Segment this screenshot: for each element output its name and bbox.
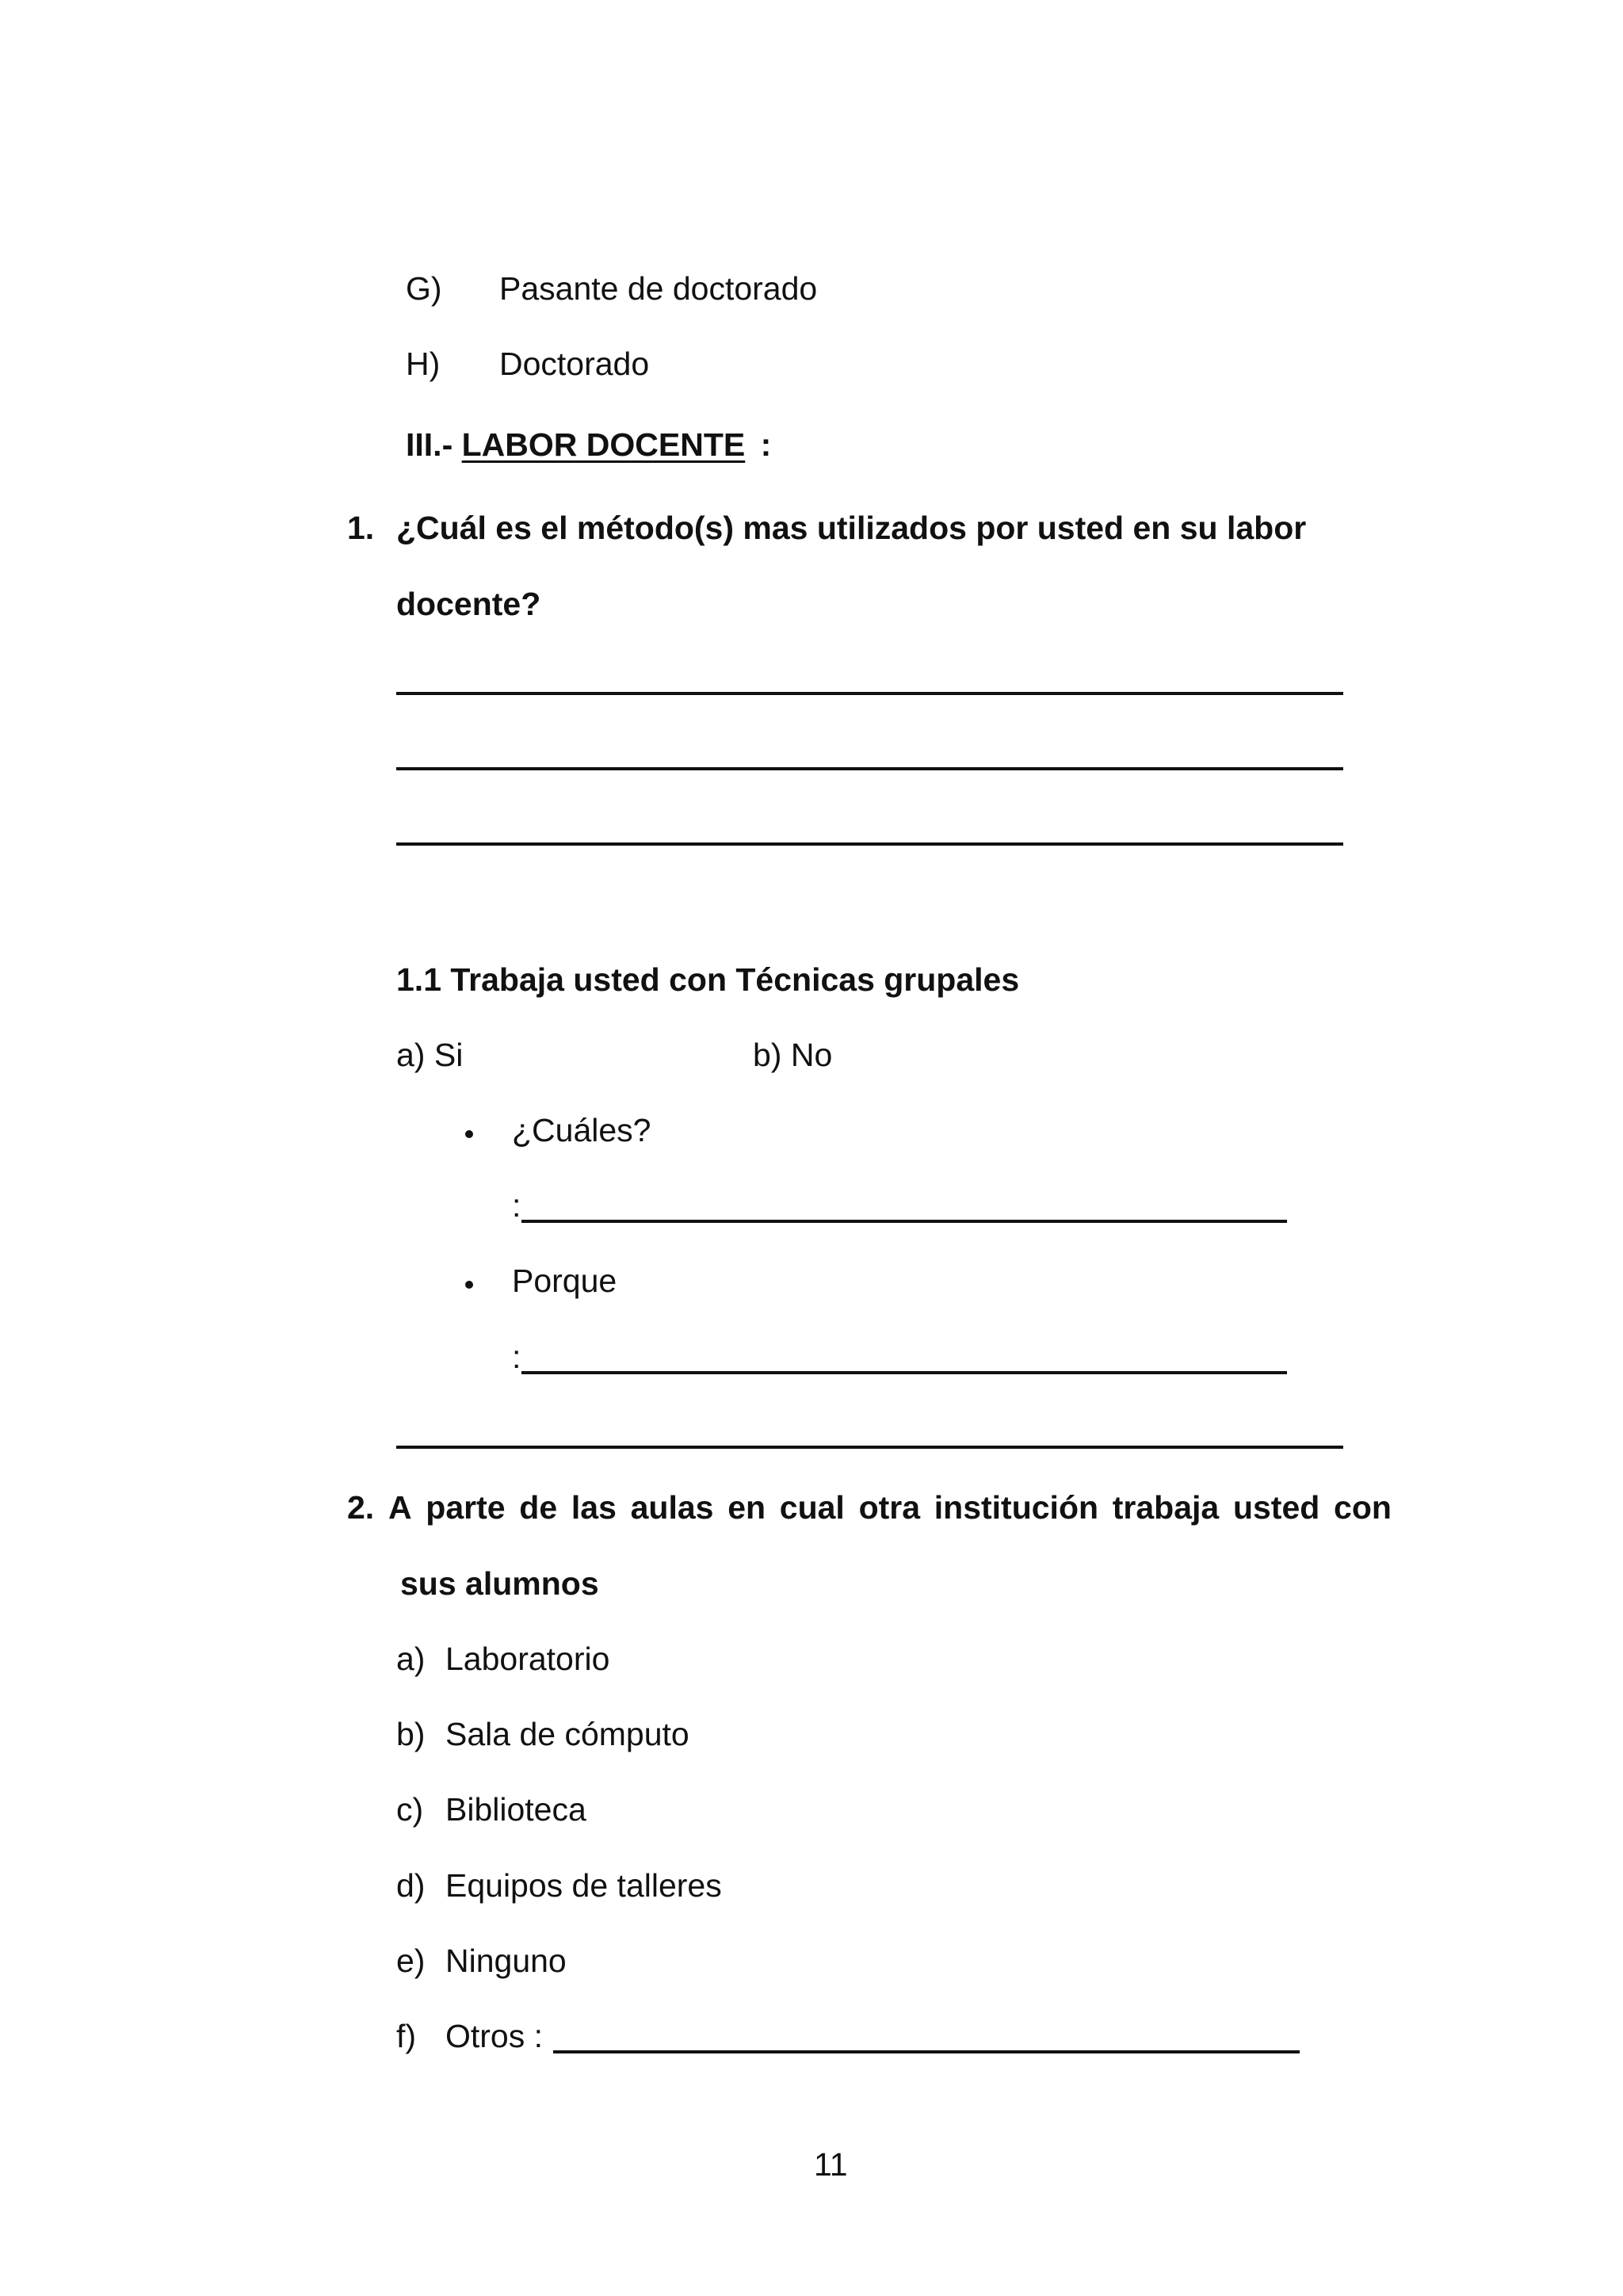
page-number: 11 bbox=[814, 2146, 848, 2183]
q2-word: las bbox=[571, 1489, 617, 1526]
q2-word: otra bbox=[858, 1489, 921, 1526]
q2-option-equipos-talleres[interactable]: Equipos de talleres bbox=[445, 1867, 722, 1904]
item-letter-g: G) bbox=[406, 270, 442, 307]
q2-word: de bbox=[519, 1489, 558, 1526]
item-text-pasante-doctorado: Pasante de doctorado bbox=[499, 270, 818, 307]
item-text-doctorado: Doctorado bbox=[499, 346, 650, 382]
q2-word: institución bbox=[934, 1489, 1099, 1526]
q1-number: 1. bbox=[347, 510, 375, 546]
q2-option-biblioteca[interactable]: Biblioteca bbox=[445, 1791, 586, 1828]
bullet-icon bbox=[465, 1281, 473, 1289]
section-heading bbox=[406, 426, 771, 464]
q2-option-letter-e: e) bbox=[396, 1943, 426, 1979]
bullet-colon-cuales: : bbox=[512, 1187, 521, 1224]
q1-1-option-si[interactable]: a) Si bbox=[396, 1037, 464, 1073]
section-title: LABOR DOCENTE bbox=[461, 426, 746, 463]
section-number: III.- bbox=[406, 426, 453, 463]
q2-word: aulas bbox=[630, 1489, 714, 1526]
q1-text-line2: docente? bbox=[396, 586, 541, 622]
bullet-label-porque: Porque bbox=[512, 1263, 617, 1299]
q1-1-title: 1.1 Trabaja usted con Técnicas grupales bbox=[396, 961, 1020, 998]
q2-word: en bbox=[727, 1489, 766, 1526]
bullet-colon-porque: : bbox=[512, 1339, 521, 1375]
item-letter-h: H) bbox=[406, 346, 441, 382]
q2-option-letter-a: a) bbox=[396, 1641, 426, 1677]
q2-word: parte bbox=[426, 1489, 506, 1526]
q2-word: cual bbox=[779, 1489, 845, 1526]
q2-word: con bbox=[1334, 1489, 1392, 1526]
q2-word: A bbox=[388, 1489, 412, 1526]
otros-answer-line[interactable] bbox=[553, 2050, 1300, 2053]
q2-option-letter-f: f) bbox=[396, 2018, 417, 2054]
q2-text-line1 bbox=[347, 1488, 1392, 1526]
q2-option-letter-b: b) bbox=[396, 1716, 426, 1752]
bullet-label-cuales: ¿Cuáles? bbox=[512, 1112, 651, 1148]
q2-option-sala-computo[interactable]: Sala de cómputo bbox=[445, 1716, 689, 1752]
q2-option-letter-c: c) bbox=[396, 1791, 424, 1828]
q1-answer-line-3[interactable] bbox=[396, 842, 1343, 846]
q2-option-ninguno[interactable]: Ninguno bbox=[445, 1943, 567, 1979]
q2-option-otros[interactable]: Otros : bbox=[445, 2018, 544, 2054]
q2-option-laboratorio[interactable]: Laboratorio bbox=[445, 1641, 610, 1677]
q2-word: usted bbox=[1232, 1489, 1320, 1526]
q2-word: 2. bbox=[347, 1489, 375, 1526]
q2-text-line2: sus alumnos bbox=[400, 1565, 599, 1602]
q1-text-line1: ¿Cuál es el método(s) mas utilizados por usted en su labor bbox=[396, 510, 1307, 546]
cuales-answer-line[interactable] bbox=[521, 1220, 1287, 1223]
q1-answer-line-1[interactable] bbox=[396, 692, 1343, 695]
bullet-icon bbox=[465, 1130, 473, 1138]
q2-option-letter-d: d) bbox=[396, 1867, 426, 1904]
section-colon: : bbox=[760, 426, 772, 463]
porque-answer-line[interactable] bbox=[521, 1371, 1287, 1374]
q1-1-option-no[interactable]: b) No bbox=[753, 1037, 833, 1073]
q2-word: trabaja bbox=[1112, 1489, 1220, 1526]
q1-answer-line-2[interactable] bbox=[396, 767, 1343, 770]
q1-1-extra-answer-line[interactable] bbox=[396, 1446, 1343, 1449]
